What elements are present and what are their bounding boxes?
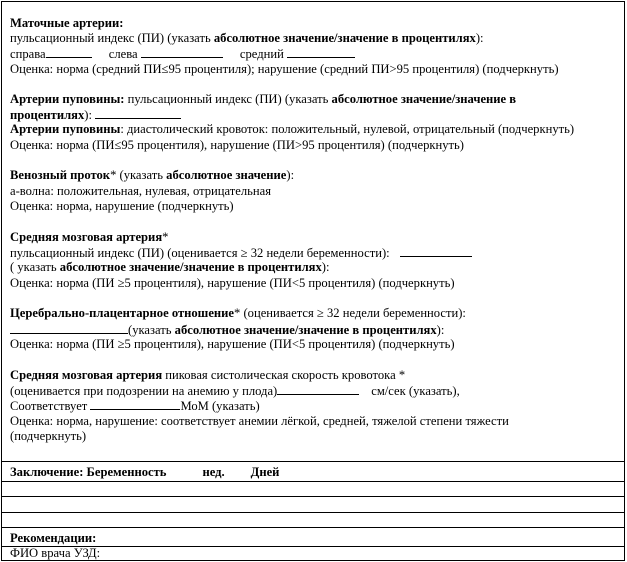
uterine-assessment: Оценка: норма (средний ПИ≤95 процентиля); нарушение (средний ПИ>95 процентиля) (подчеркнуть) (10, 62, 559, 76)
umbilical-pi-line: Артерии пуповины: пульсационный индекс (ПИ) (указать абсолютное значение/значение в (10, 92, 517, 106)
mca-title: Средняя мозговая артерия* (10, 230, 169, 244)
cpr-field[interactable] (10, 322, 128, 334)
recommendations-label: Рекомендации: (10, 531, 97, 545)
umbilical-diastolic-line: Артерии пуповины: диастолический кровоток: положительный, нулевой, отрицательный (подчеркнуть) (10, 122, 575, 136)
divider (2, 512, 624, 513)
mca-spec-line: ( указать абсолютное значение/значение в процентилях): (10, 260, 330, 274)
psv-speed-field[interactable] (277, 383, 359, 395)
uterine-left-field[interactable] (141, 46, 223, 58)
divider (2, 481, 624, 482)
divider (2, 527, 624, 528)
uterine-right-field[interactable] (46, 46, 92, 58)
doctor-label: ФИО врача УЗД: (10, 546, 101, 560)
umbilical-assessment: Оценка: норма (ПИ≤95 процентиля), нарушение (ПИ>95 процентиля) (подчеркнуть) (10, 138, 464, 152)
uterine-pi-line: пульсационный индекс (ПИ) (указать абсолютное значение/значение в процентилях): (10, 31, 484, 45)
uterine-values-line: справа слева средний (10, 46, 355, 63)
psv-line-2: (оценивается при подозрении на анемию у плода) см/сек (указать), (10, 384, 460, 398)
divider (2, 496, 624, 497)
cpr-assessment: Оценка: норма (ПИ ≥5 процентиля), нарушение (ПИ<5 процентиля) (подчеркнуть) (10, 337, 455, 351)
uterine-title: Маточные артерии: (10, 16, 124, 30)
psv-line-3: Соответствует МоМ (указать) (10, 399, 260, 413)
psv-title-line: Средняя мозговая артерия пиковая систолическая скорость кровотока * (10, 368, 406, 382)
venous-assessment: Оценка: норма, нарушение (подчеркнуть) (10, 199, 234, 213)
uterine-mean-field[interactable] (287, 46, 355, 58)
mca-pi-line: пульсационный индекс (ПИ) (оценивается ≥ 32 недели беременности): (10, 245, 472, 262)
conclusion-line: Заключение: Беременность нед. Дней (10, 465, 280, 479)
venous-awave: а-волна: положительная, нулевая, отрицательная (10, 184, 272, 198)
cpr-spec-line: (указать абсолютное значение/значение в процентилях): (10, 322, 444, 339)
umbilical-pi-field[interactable] (95, 107, 181, 119)
venous-title-line: Венозный проток* (указать абсолютное значение): (10, 168, 295, 182)
divider (2, 461, 624, 462)
psv-assessment-2: (подчеркнуть) (10, 429, 87, 443)
cpr-title-line: Церебрально-плацентарное отношение* (оценивается ≥ 32 недели беременности): (10, 306, 466, 320)
psv-mom-field[interactable] (90, 398, 180, 410)
ultrasound-report-form (1, 1, 625, 561)
umbilical-pi-line-2: процентилях): (10, 107, 181, 124)
mca-assessment: Оценка: норма (ПИ ≥5 процентиля), нарушение (ПИ<5 процентиля) (подчеркнуть) (10, 276, 455, 290)
mca-pi-field[interactable] (400, 245, 472, 257)
psv-assessment-1: Оценка: норма, нарушение: соответствует анемии лёгкой, средней, тяжелой степени тяжести (10, 414, 509, 428)
